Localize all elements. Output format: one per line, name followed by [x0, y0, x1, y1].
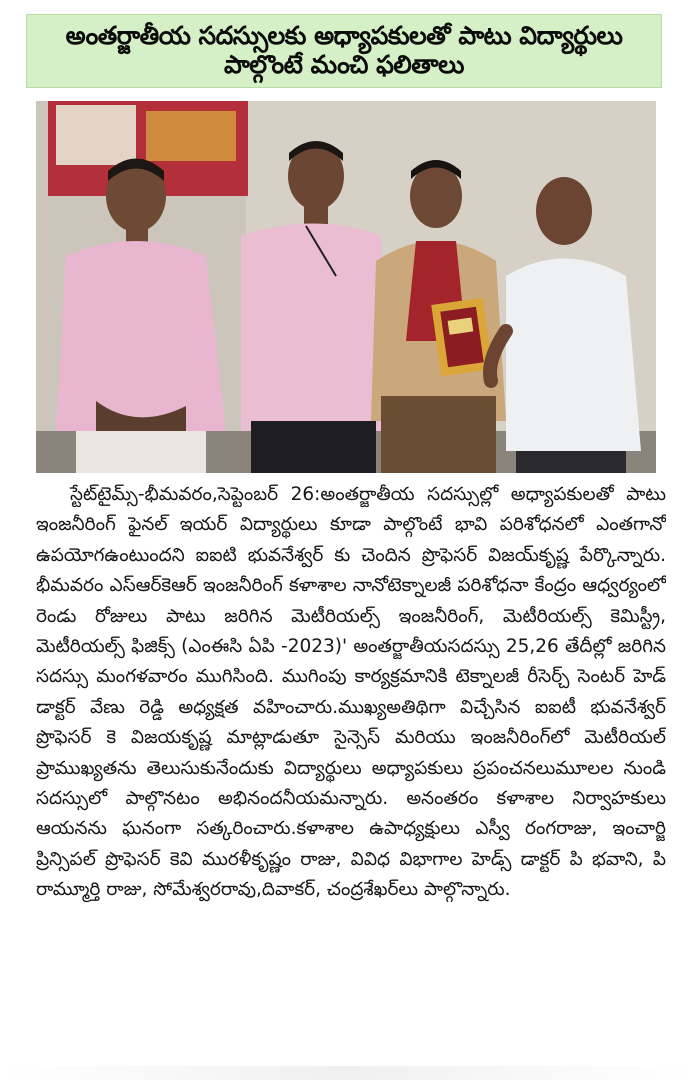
headline: అంతర్జాతీయ సదస్సులకు అధ్యాపకులతో పాటు విద్యార్థులు పాల్గొంటే మంచి ఫలితాలు — [65, 21, 623, 79]
plaque — [431, 298, 493, 377]
article-body — [36, 480, 666, 1060]
article-text: స్టేట్‌టైమ్స్-భీమవరం,సెప్టెంబర్ 26:అంతర్జాతీయ సదస్సుల్లో అధ్యాపకులతో పాటు ఇంజనీరింగ్ ఫైనల్ ఇయర్ విద్యార్థులు కూడా పాల్గొంటే భావి పరిశోధనలో ఎంతగానో ఉపయోగఉంటుందని ఐఐటి భువనేశ్వర్ కు చెందిన ప్రొఫెసర్ విజయ్‌కృష్ణ పేర్కొన్నారు. భీమవరం ఎస్‌ఆర్‌కెఆర్ ఇంజనీరింగ్ కళాశాల నానోటెక్నాలజీ పరిశోధనా కేంద్రం ఆధ్వర్యంలో రెండు రోజులు పాటు జరిగిన మెటీరియల్స్ ఇంజనీరింగ్, మెటీరియల్స్ కెమిస్ట్రీ, మెటీరియల్స్ ఫిజిక్స్ (ఎంఈసి ఏపి -2023)' అంతర్జాతీయసదస్సు 25,26 తేదీల్లో జరిగిన సదస్సు మంగళవారం ముగిసింది. ముగింపు కార్యక్రమానికి టెక్నాలజీ రీసెర్చ్ సెంటర్ హెడ్ డాక్టర్ వేణు రెడ్డి అధ్యక్షత వహించారు.ముఖ్యఅతిథిగా విచ్చేసిన ఐఐటీ భువనేశ్వర్ ప్రొఫెసర్ కె విజయకృష్ణ మాట్లాడుతూ సైన్సెస్ మరియు ఇంజనీరింగ్‌లో మెటీరియల్ ప్రాముఖ్యతను తెలుసుకునేందుకు విద్యార్థులు అధ్యాపకులు ప్రపంచనలుమూలల నుండి సదస్సులో పాల్గొనటం అభినందనీయమన్నారు. అనంతరం కళాశాల నిర్వాహకులు ఆయనను ఘనంగా సత్కరించారు.కళాశాల ఉపాధ్యక్షులు ఎస్వీ రంగరాజు, ఇంచార్జి ప్రిన్సిపల్ ప్రొఫెసర్ కెవి మురళీకృష్ణం రాజు, వివిధ విభాగాల హెడ్స్ డాక్టర్ పి భవాని, పి రామ్మూర్తి రాజు, సోమేశ్వరరావు,దివాకర్, చంద్రశేఖర్‌లు పాల్గొన్నారు. — [36, 484, 666, 901]
page-edge — [0, 1066, 692, 1080]
headline-band — [26, 14, 662, 88]
photo-illustration — [36, 101, 656, 473]
news-photo — [36, 101, 656, 473]
